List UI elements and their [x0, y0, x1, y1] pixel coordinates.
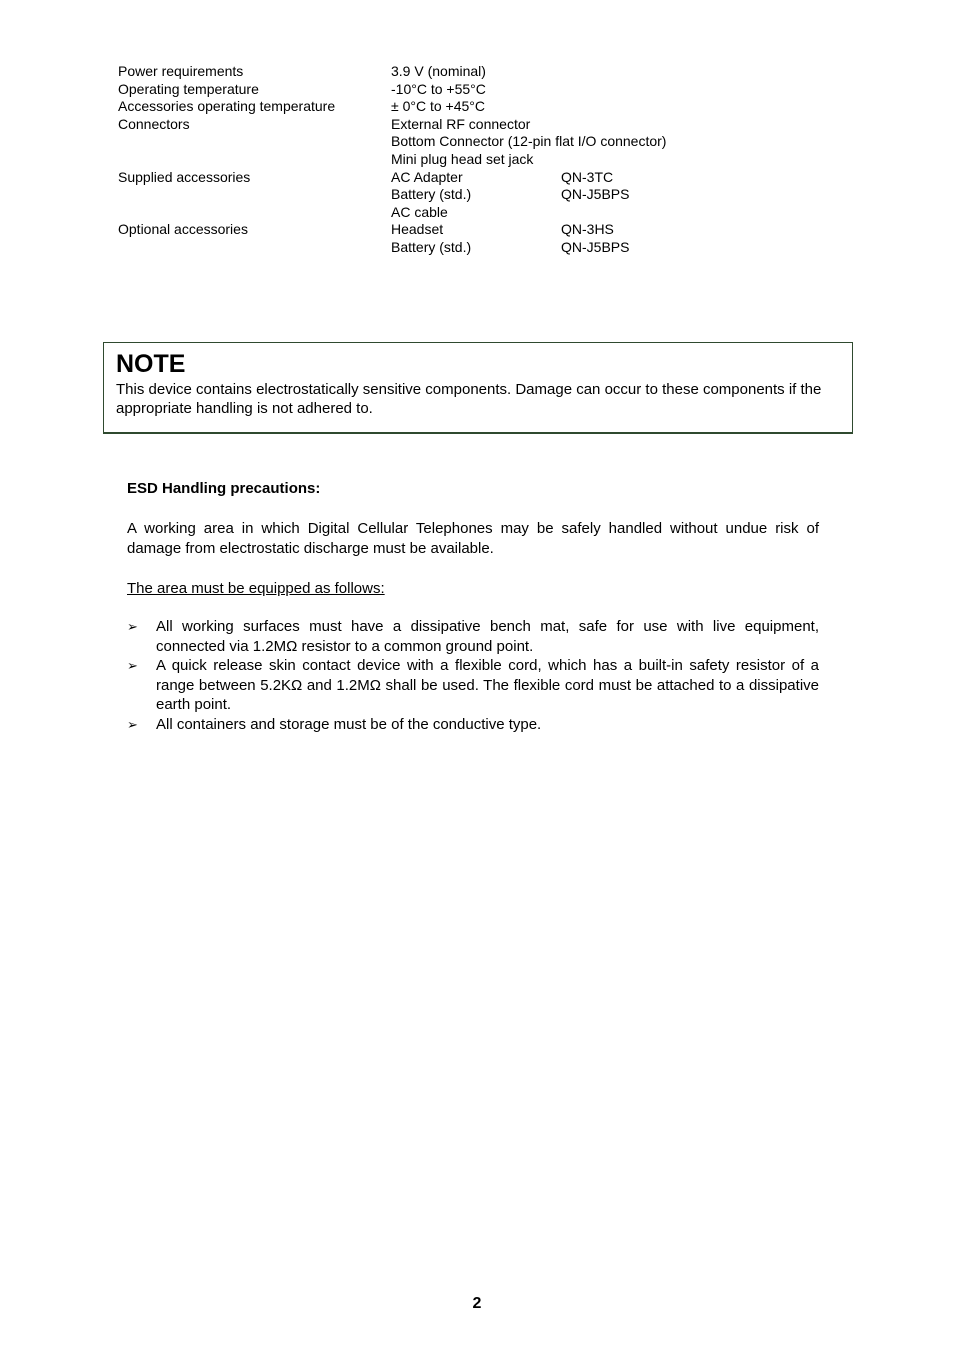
spec-code: QN-J5BPS: [561, 186, 630, 203]
spec-label: [118, 133, 391, 151]
esd-intro: A working area in which Digital Cellular Telephones may be safely handled without undue risk of damage from electrostatic discharge must be available.: [127, 520, 819, 557]
spec-value: ± 0°C to +45°C: [391, 98, 485, 115]
spec-label: [118, 186, 391, 204]
spec-value: Headset: [391, 221, 444, 238]
spec-label: [118, 151, 391, 169]
spec-label: [118, 204, 391, 222]
note-text: This device contains electrostatically sensitive components. Damage can occur to these components if the appropriate handling is not adhered to.: [116, 381, 822, 417]
specifications-table: [118, 63, 838, 257]
spec-row: [118, 186, 838, 204]
spec-value: AC Adapter: [391, 168, 463, 185]
spec-row: [118, 98, 838, 116]
spec-row: [118, 63, 838, 81]
arrow-bullet-icon: ➢: [127, 658, 138, 673]
arrow-bullet-icon: ➢: [127, 619, 138, 634]
page-number: 2: [472, 1295, 482, 1312]
spec-row: [118, 151, 838, 169]
spec-row: [118, 239, 838, 257]
arrow-bullet-icon: ➢: [127, 716, 138, 732]
spec-code: QN-3HS: [561, 221, 614, 238]
esd-heading: ESD Handling precautions:: [127, 480, 321, 497]
esd-subheading: The area must be equipped as follows:: [127, 580, 385, 597]
bullet-text: All working surfaces must have a dissipative bench mat, safe for use with live equipment, connected via 1.2MΩ resistor to a common ground point.: [156, 618, 819, 655]
note-title: NOTE: [116, 350, 186, 378]
spec-label: Optional accessories: [118, 221, 248, 238]
spec-row: [118, 221, 838, 239]
spec-value: Mini plug head set jack: [391, 150, 534, 167]
spec-label: Power requirements: [118, 63, 244, 79]
note-box: [103, 342, 853, 434]
spec-label: Operating temperature: [118, 80, 259, 97]
spec-label: [118, 239, 391, 257]
spec-row: [118, 81, 838, 99]
spec-value: External RF connector: [391, 115, 531, 132]
bullet-text: A quick release skin contact device with a flexible cord, which has a built-in safety resistor of a range between 5.2KΩ and 1.2MΩ shall be used. The flexible cord must be attached to a dissipative earth point.: [156, 657, 819, 713]
spec-value: Battery (std.): [391, 186, 472, 203]
bullet-text: All containers and storage must be of the conductive type.: [156, 715, 542, 733]
esd-section: [127, 479, 819, 734]
spec-value: Bottom Connector (12-pin flat I/O connector): [391, 133, 667, 150]
spec-value: 3.9 V (nominal): [391, 63, 486, 79]
esd-bullet-list: [127, 617, 819, 734]
spec-code: QN-3TC: [561, 168, 614, 185]
spec-code: QN-J5BPS: [561, 238, 630, 255]
spec-row: [118, 204, 838, 222]
spec-value: -10°C to +55°C: [391, 80, 486, 97]
list-item: [127, 715, 819, 735]
spec-label: Accessories operating temperature: [118, 98, 336, 115]
list-item: [127, 617, 819, 656]
spec-value: AC cable: [391, 203, 448, 220]
spec-row: [118, 116, 838, 134]
spec-row: [118, 169, 838, 187]
spec-row: [118, 133, 838, 151]
spec-label: Connectors: [118, 115, 190, 132]
spec-value: Battery (std.): [391, 238, 472, 255]
spec-label: Supplied accessories: [118, 168, 251, 185]
list-item: [127, 656, 819, 715]
